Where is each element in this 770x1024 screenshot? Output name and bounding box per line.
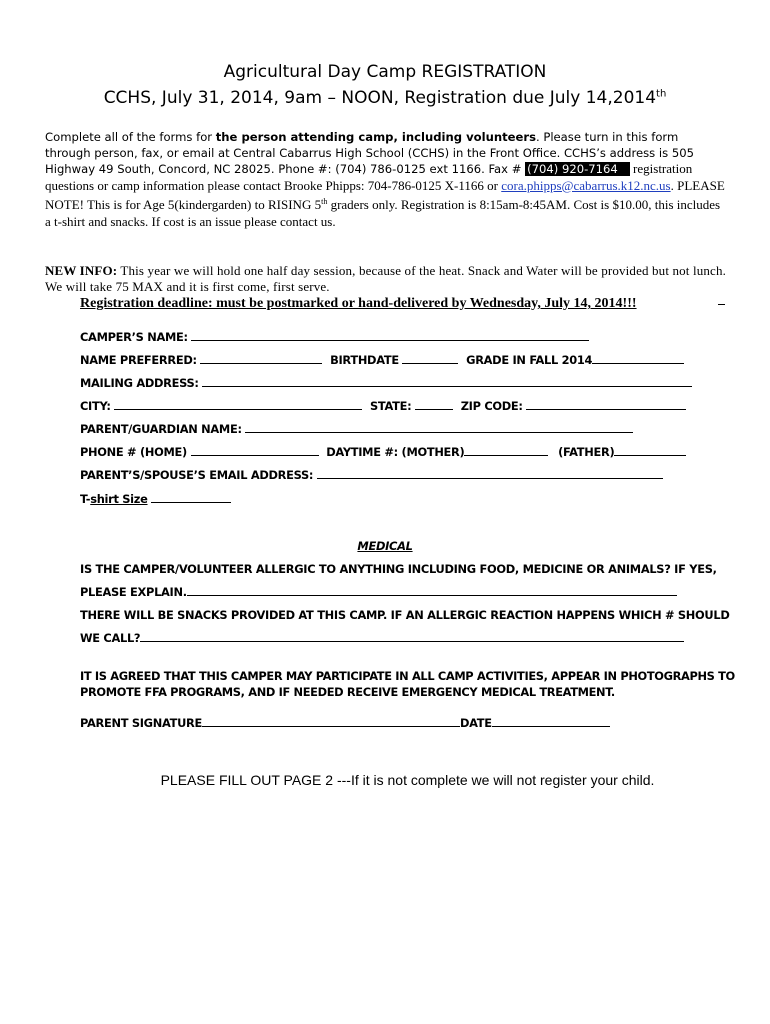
intro-text-3: registration questions or camp information please contact Brooke Phipps: 704-786-0125 X-1166 or (45, 161, 693, 193)
guardian-label: PARENT/GUARDIAN NAME: (80, 422, 242, 436)
allergy-explain-field[interactable] (187, 585, 677, 596)
page-two-notice: PLEASE FILL OUT PAGE 2 ---If it is not complete we will not register your child. (160, 772, 655, 788)
we-call-label: WE CALL? (80, 631, 141, 645)
intro-text-5: graders only. Registration is 8:15am-8:45AM. Cost is $10.00, this includes a t-shirt and snacks. If cost is an issue please contact us. (45, 197, 721, 229)
tshirt-label-a: T- (80, 492, 91, 506)
guardian-field[interactable] (245, 422, 633, 433)
intro-text-1: Complete all of the forms for (45, 130, 216, 144)
signature-row (80, 716, 610, 730)
fax-number: (704) 920-7164 (525, 162, 630, 176)
tshirt-size-field[interactable] (151, 492, 231, 503)
snacks-question: THERE WILL BE SNACKS PROVIDED AT THIS CAMP. IF AN ALLERGIC REACTION HAPPENS WHICH # SHOULD (80, 608, 730, 622)
allergy-question: IS THE CAMPER/VOLUNTEER ALLERGIC TO ANYTHING INCLUDING FOOD, MEDICINE OR ANIMALS? IF YES, (80, 562, 717, 576)
name-preferred-row (80, 353, 684, 367)
mailing-address-label: MAILING ADDRESS: (80, 376, 199, 390)
mother-phone-field[interactable] (464, 445, 548, 456)
intro-text-4: . PLEASE NOTE! This is for Age 5(kindergarden) to RISING 5 (45, 177, 725, 213)
camper-name-field[interactable] (191, 330, 589, 341)
city-row (80, 399, 686, 413)
city-label: CITY: (80, 399, 111, 413)
birthdate-label: BIRTHDATE (330, 353, 399, 367)
new-info-paragraph (45, 263, 735, 294)
form-subtitle (0, 88, 770, 108)
new-info-text: This year we will hold one half day session, because of the heat. Snack and Water will be provided but not lunch. We will take 75 MAX and it is first come, first serve. (45, 263, 726, 294)
consent-agreement: IT IS AGREED THAT THIS CAMPER MAY PARTICIPATE IN ALL CAMP ACTIVITIES, APPEAR IN PHOTOGRAPHS TO PROMOTE FFA PROGRAMS, AND IF NEEDED RECEIVE EMERGENCY MEDICAL TREATMENT. (80, 669, 735, 699)
guardian-row (80, 422, 633, 436)
daytime-mother-label: DAYTIME #: (MOTHER) (326, 445, 465, 459)
deadline-dash (718, 304, 725, 305)
explain-row (80, 585, 677, 599)
signature-label: PARENT SIGNATURE (80, 716, 202, 730)
phone-home-label: PHONE # (HOME) (80, 445, 187, 459)
new-info-label: NEW INFO: (45, 263, 118, 278)
grade-label: GRADE IN FALL 2014 (466, 353, 593, 367)
date-label: DATE (459, 716, 492, 730)
state-field[interactable] (415, 399, 453, 410)
zip-field[interactable] (526, 399, 686, 410)
grade-field[interactable] (592, 353, 684, 364)
birthdate-field[interactable] (402, 353, 458, 364)
father-phone-field[interactable] (614, 445, 686, 456)
camper-name-label: CAMPER’S NAME: (80, 330, 188, 344)
father-label: (FATHER) (558, 445, 615, 459)
email-field[interactable] (317, 468, 663, 479)
intro-bold-text: the person attending camp, including volunteers (215, 130, 536, 144)
signature-field[interactable] (202, 716, 460, 727)
intro-sup: th (321, 197, 328, 206)
subtitle-sup: th (656, 88, 667, 100)
zip-label: ZIP CODE: (460, 399, 523, 413)
form-title: Agricultural Day Camp REGISTRATION (223, 62, 547, 82)
name-preferred-field[interactable] (200, 353, 322, 364)
email-label: PARENT’S/SPOUSE’S EMAIL ADDRESS: (80, 468, 314, 482)
email-row (80, 468, 663, 482)
tshirt-label-b: shirt Size (90, 492, 148, 506)
name-preferred-label: NAME PREFERRED: (80, 353, 197, 367)
city-field[interactable] (114, 399, 362, 410)
tshirt-row (80, 492, 231, 506)
subtitle-text: CCHS, July 31, 2014, 9am – NOON, Registration due July 14,2014 (103, 88, 657, 108)
date-field[interactable] (492, 716, 610, 727)
mailing-address-field[interactable] (202, 376, 692, 387)
intro-text-2: . Please turn in this form through person, fax, or email at Central Cabarrus High School (CCHS) in the Front Office. CCHS’s address is 505 Highway 49 South, Concord, NC 28025. Phone #: (704) 786-0125 ext 1166. Fax # (45, 130, 694, 176)
contact-email-link[interactable]: cora.phipps@cabarrus.k12.nc.us (501, 177, 671, 193)
emergency-contact-field[interactable] (140, 631, 684, 642)
intro-paragraph (45, 130, 725, 230)
registration-deadline: Registration deadline: must be postmarked or hand-delivered by Wednesday, July 14, 2014!!! (80, 296, 637, 311)
we-call-row (80, 631, 684, 645)
medical-heading: MEDICAL (357, 539, 413, 553)
phone-home-field[interactable] (191, 445, 319, 456)
explain-label: PLEASE EXPLAIN. (80, 585, 187, 599)
phone-row (80, 445, 686, 459)
camper-name-row (80, 330, 589, 344)
mailing-address-row (80, 376, 692, 390)
state-label: STATE: (370, 399, 412, 413)
